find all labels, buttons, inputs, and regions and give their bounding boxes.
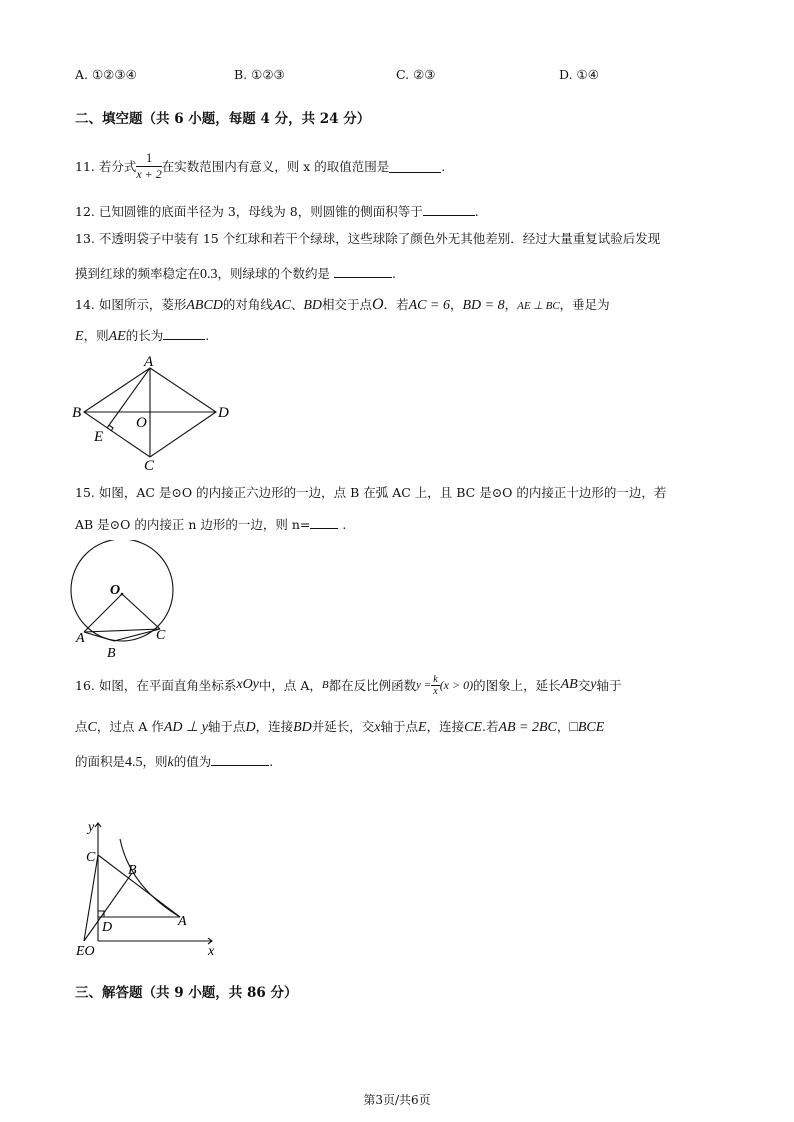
q14-math: ABCD — [186, 298, 223, 313]
radius-oa — [84, 594, 122, 632]
label-c: C — [156, 628, 166, 643]
q14-math: E — [75, 329, 84, 344]
question-11 — [75, 146, 445, 186]
question-13-line2 — [75, 265, 396, 284]
q14-math: BD = 8 — [462, 298, 505, 313]
option-b: B. ①②③ — [234, 67, 285, 82]
question-15-line1: 15. 如图，AC 是⊙O 的内接正六边形的一边，点 B 在弧 AC 上，且 BC 是⊙O 的内接正十边形的一边，若 — [75, 485, 667, 500]
q12-text-c: . — [474, 204, 479, 219]
radius-oc — [122, 594, 160, 629]
label-b: B — [107, 646, 116, 661]
question-16-line1 — [75, 668, 621, 702]
q11-text-a: 11. 若分式 — [75, 159, 137, 174]
q13-text-b: ，则绿球的个数约是 — [217, 266, 334, 281]
q14-math: AC = 6 — [408, 298, 450, 313]
q16-text: 都在反比例函数 — [328, 678, 417, 693]
fraction-numerator: k — [433, 673, 438, 685]
q13-text-c: . — [392, 266, 396, 281]
q16-math: B — [321, 679, 329, 691]
q16-math: y — [590, 677, 597, 692]
circle-figure — [66, 540, 186, 664]
q16-math: BD — [293, 720, 312, 735]
label-o: O — [136, 415, 147, 431]
answer-blank[interactable] — [163, 327, 205, 340]
label-a: A — [76, 631, 85, 646]
q14-text: 的长为 — [125, 328, 164, 343]
answer-blank[interactable] — [334, 265, 392, 278]
q16-text: ，过点 A 作 — [96, 719, 164, 734]
q16-math: C — [87, 720, 97, 735]
q14-text: ，垂足为 — [559, 297, 610, 312]
q14-math: O — [372, 296, 384, 313]
chord-ab — [84, 632, 114, 641]
q16-text: . — [269, 754, 274, 769]
frequency-value: 0.3 — [200, 267, 218, 282]
option-a: A. ①②③④ — [75, 67, 137, 82]
q14-text: 的对角线 — [222, 297, 273, 312]
label-a: A — [178, 914, 187, 929]
q11-text-b: 在实数范围内有意义，则 x 的取值范围是 — [161, 159, 390, 174]
option-d: D. ①④ — [559, 67, 599, 82]
q11-text-c: . — [441, 158, 446, 174]
q16-text: 16. 如图，在平面直角坐标系 — [75, 678, 237, 693]
q14-text: 、 — [290, 297, 304, 312]
question-16-line3 — [75, 753, 273, 772]
q16-text: ，连接 — [426, 719, 465, 734]
question-15-line2 — [75, 516, 346, 534]
q14-text: ， — [449, 297, 463, 312]
q16-text: 轴于点 — [380, 719, 418, 734]
q16-text: 轴于 — [596, 678, 622, 693]
q16-text: 轴于点 — [207, 719, 246, 734]
q14-text: ．若 — [383, 297, 409, 312]
label-x: x — [208, 944, 215, 959]
q16-math: k — [167, 755, 174, 770]
q15-text: AB 是⊙O 的内接正 n 边形的一边，则 n= — [75, 517, 311, 532]
label-a: A — [144, 354, 154, 370]
label-eo: EO — [76, 944, 95, 959]
q14-text: ， — [504, 297, 518, 312]
q16-math: xOy — [236, 677, 259, 692]
circle-o — [71, 540, 173, 641]
segment-ec — [84, 855, 98, 941]
q14-math: AC — [272, 298, 291, 313]
q16-math: E — [418, 720, 427, 735]
q16-math: D — [245, 720, 256, 735]
q16-text: 并延长，交 — [311, 719, 375, 734]
rhombus-figure — [68, 350, 238, 476]
label-c: C — [144, 458, 155, 474]
fraction-denominator: x — [433, 685, 438, 697]
answer-blank[interactable] — [423, 203, 475, 216]
question-14-line2 — [75, 327, 209, 346]
q16-text: 点 — [75, 719, 88, 734]
page-footer: 第3页/共6页 — [363, 1093, 431, 1107]
q16-text: ，连接 — [255, 719, 294, 734]
q16-text: 的值为 — [173, 754, 212, 769]
q16-text: .若 — [481, 719, 499, 734]
q16-math: 4.5 — [125, 755, 143, 770]
q15-text: . — [338, 517, 347, 532]
label-d: D — [102, 920, 113, 935]
q16-text: 的面积是 — [75, 754, 126, 769]
label-c: C — [86, 850, 96, 865]
question-16-line2 — [75, 718, 604, 737]
label-b: B — [72, 405, 82, 421]
section-title: 二、填空题（共 6 小题，每题 4 分，共 24 分） — [75, 111, 371, 127]
coordinate-figure — [72, 815, 222, 960]
q16-math: x — [374, 720, 381, 735]
q12-text-a: 12. 已知圆锥的底面半径为 3，母线为 8，则圆锥的侧面积等于 — [75, 204, 423, 219]
q16-text: 的图象上，延长 — [473, 678, 561, 693]
q14-math: BD — [303, 298, 323, 313]
q14-text: . — [205, 328, 210, 343]
answer-blank[interactable] — [211, 753, 269, 766]
q16-text: ， — [556, 719, 570, 734]
q13-text-a: 摸到红球的频率稳定在 — [75, 266, 201, 281]
q16-math: □BCE — [569, 720, 605, 735]
label-y: y — [88, 820, 95, 835]
section-title: 三、解答题（共 9 小题，共 86 分） — [75, 985, 298, 1001]
q16-text: 中，点 A， — [258, 678, 322, 693]
option-c: C. ②③ — [396, 67, 436, 82]
q16-math: AD ⊥ y — [163, 720, 208, 735]
fraction — [136, 151, 161, 182]
center-dot — [121, 593, 124, 596]
q16-math: (x > 0) — [439, 677, 474, 692]
label-e: E — [94, 429, 104, 445]
label-d: D — [218, 405, 229, 421]
label-b: B — [128, 863, 137, 878]
q14-text: 14. 如图所示，菱形 — [75, 297, 187, 312]
question-13-line1: 13. 不透明袋子中装有 15 个红球和若干个绿球，这些球除了颜色外无其他差别．经过大量重复试验后发现 — [75, 231, 661, 246]
fraction-numerator: 1 — [136, 151, 161, 167]
fraction — [431, 674, 439, 697]
answer-blank[interactable] — [389, 160, 441, 173]
q16-math: y = — [416, 679, 432, 691]
q14-text: ，则 — [83, 328, 109, 343]
label-o: O — [110, 583, 121, 598]
fraction-denominator: x + 2 — [136, 166, 162, 181]
q16-math: AB = 2BC — [498, 720, 557, 735]
q16-text: 交 — [577, 678, 591, 693]
q14-math: AE ⊥ BC — [517, 300, 560, 312]
q14-text: 相交于点 — [322, 297, 373, 312]
q16-math: AB — [560, 677, 578, 692]
question-14-line1 — [75, 296, 610, 315]
q14-math: AE — [108, 329, 126, 344]
q16-math: CE — [464, 720, 482, 735]
answer-blank[interactable] — [310, 516, 338, 529]
line-ca — [98, 855, 180, 917]
question-12 — [75, 203, 479, 221]
q16-text: ，则 — [142, 754, 168, 769]
